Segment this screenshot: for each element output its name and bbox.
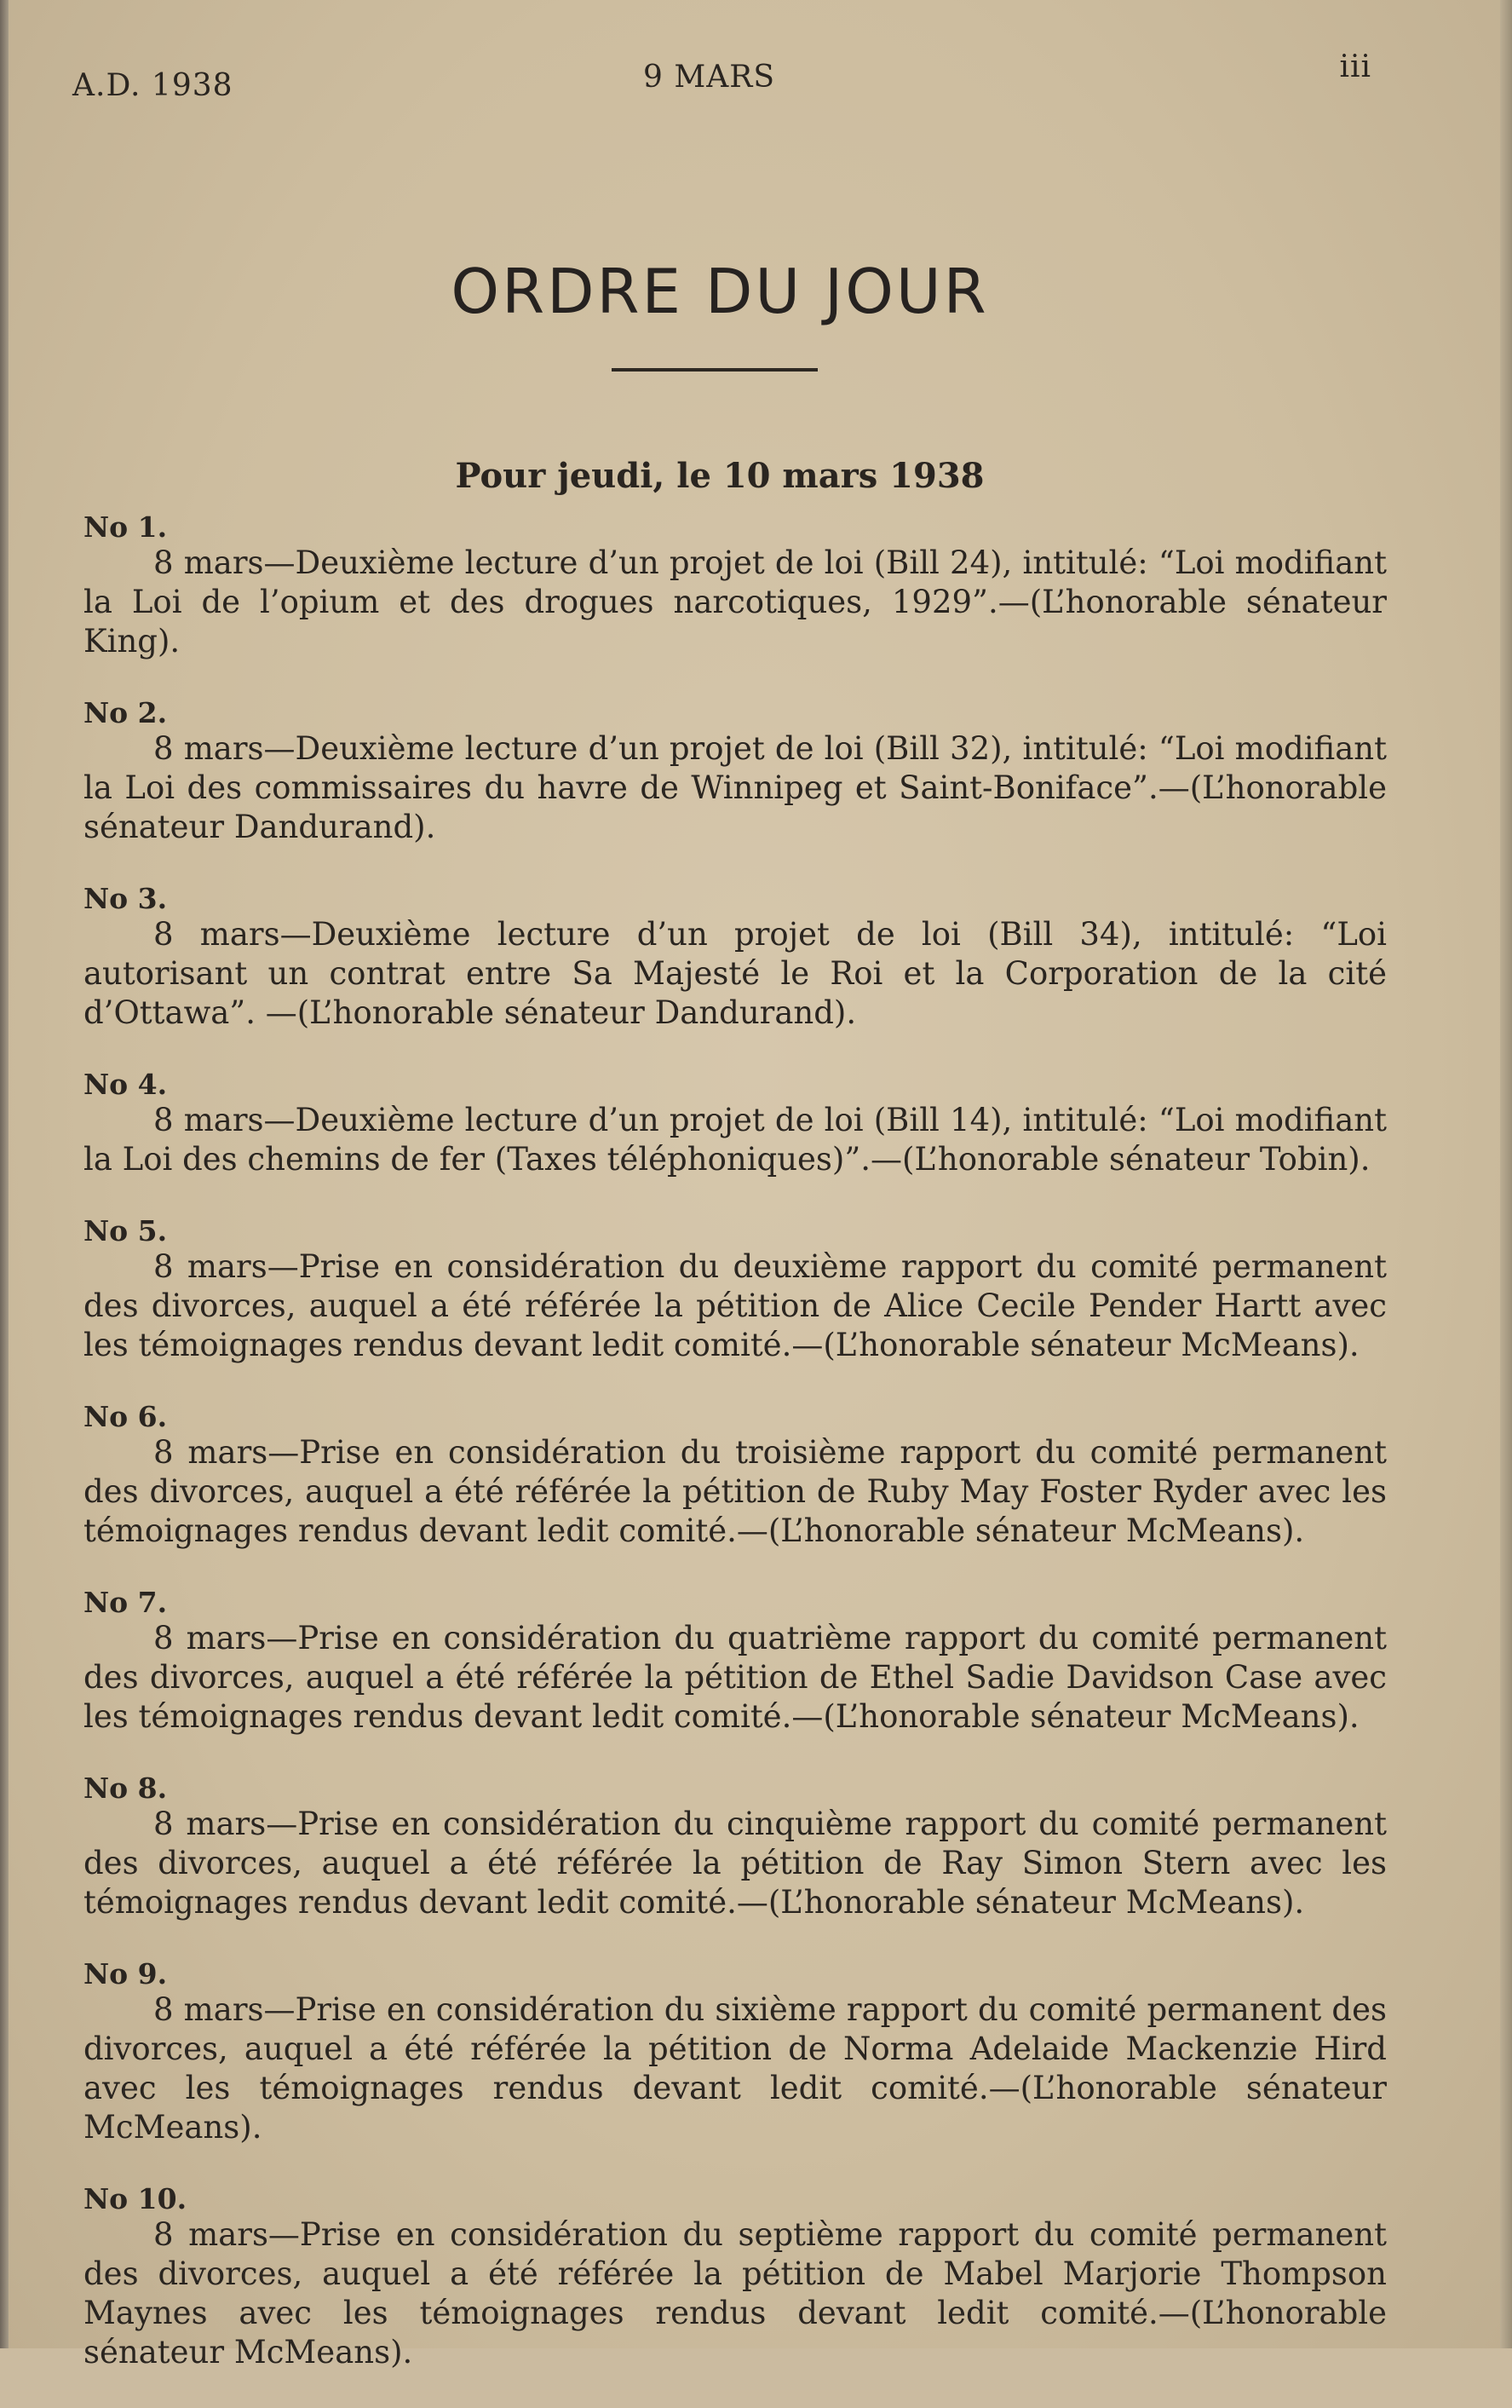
agenda-item: [83, 1587, 1387, 1737]
agenda-item: [83, 1401, 1387, 1551]
item-text: 8 mars—Deuxième lecture d’un projet de loi (Bill 34), intitulé: “Loi autorisant un contrat entre Sa Majesté le Roi et la Corporation de la cité d’Ottawa”. —(L’honorable sénateur Dandurand).: [83, 916, 1387, 1031]
item-text: 8 mars—Prise en considération du deuxième rapport du comité permanent des divorces, auquel a été référée la pétition de Alice Cecile Pender Hartt avec les témoignages rendus devant ledit comité.—(L’honorable sénateur McMeans).: [83, 1248, 1387, 1363]
header-date: 9 MARS: [643, 60, 775, 95]
agenda-item: [83, 1215, 1387, 1365]
item-text: 8 mars—Deuxième lecture d’un projet de loi (Bill 32), intitulé: “Loi modifiant la Loi des commissaires du havre de Winnipeg et Saint-Boniface”.—(L’honorable sénateur Dandurand).: [83, 730, 1387, 845]
agenda-item: [83, 2183, 1387, 2372]
item-text: 8 mars—Prise en considération du quatrième rapport du comité permanent des divorces, auquel a été référée la pétition de Ethel Sadie Davidson Case avec les témoignages rendus devant ledit comité.—(L’honorable sénateur McMeans).: [83, 1620, 1387, 1735]
item-number: No 4.: [83, 1068, 168, 1101]
item-number: No 5.: [83, 1214, 168, 1247]
item-text: 8 mars—Prise en considération du troisième rapport du comité permanent des divorces, auquel a été référée la pétition de Ruby May Foster Ryder avec les témoignages rendus devant ledit comité.—(L’honorable sénateur McMeans).: [83, 1434, 1387, 1549]
agenda-item: [83, 697, 1387, 847]
item-number: No 1.: [83, 510, 168, 544]
item-text: 8 mars—Prise en considération du cinquième rapport du comité permanent des divorces, auquel a été référée la pétition de Ray Simon Stern avec les témoignages rendus devant ledit comité.—(L’honorable sénateur McMeans).: [83, 1806, 1387, 1921]
agenda-item: [83, 1772, 1387, 1922]
page-number: iii: [1339, 49, 1371, 84]
item-number: No 7.: [83, 1586, 168, 1619]
page-binding-edge: [0, 0, 9, 2348]
item-number: No 9.: [83, 1957, 168, 1990]
item-number: No 10.: [83, 2182, 187, 2215]
page-title: ORDRE DU JOUR: [451, 256, 989, 327]
agenda-item: [83, 511, 1387, 661]
item-text: 8 mars—Deuxième lecture d’un projet de loi (Bill 14), intitulé: “Loi modifiant la Loi des chemins de fer (Taxes téléphoniques)”.—(L’honorable sénateur Tobin).: [83, 1102, 1387, 1178]
item-text: 8 mars—Prise en considération du sixième rapport du comité permanent des divorces, auquel a été référée la pétition de Norma Adelaide Mackenzie Hird avec les témoignages rendus devant ledit comité.—(L’honorable sénateur McMeans).: [83, 1991, 1387, 2146]
item-number: No 6.: [83, 1400, 168, 1433]
item-number: No 8.: [83, 1771, 168, 1805]
title-divider: [612, 368, 818, 372]
item-number: No 2.: [83, 696, 168, 729]
item-text: 8 mars—Prise en considération du septième rapport du comité permanent des divorces, auquel a été référée la pétition de Mabel Marjorie Thompson Maynes avec les témoignages rendus devant ledit comité.—(L’honorable sénateur McMeans).: [83, 2216, 1387, 2371]
running-header: [72, 49, 1371, 111]
item-number: No 3.: [83, 882, 168, 915]
agenda-item: [83, 1958, 1387, 2147]
agenda-list: [83, 511, 1387, 2408]
session-date: Pour jeudi, le 10 mars 1938: [455, 456, 985, 496]
agenda-item: [83, 1069, 1387, 1179]
item-text: 8 mars—Deuxième lecture d’un projet de loi (Bill 24), intitulé: “Loi modifiant la Loi de l’opium et des drogues narcotiques, 1929”.—(L’honorable sénateur King).: [83, 544, 1387, 660]
header-year: A.D. 1938: [72, 68, 233, 103]
page-right-edge: [1500, 0, 1512, 2348]
agenda-item: [83, 883, 1387, 1033]
